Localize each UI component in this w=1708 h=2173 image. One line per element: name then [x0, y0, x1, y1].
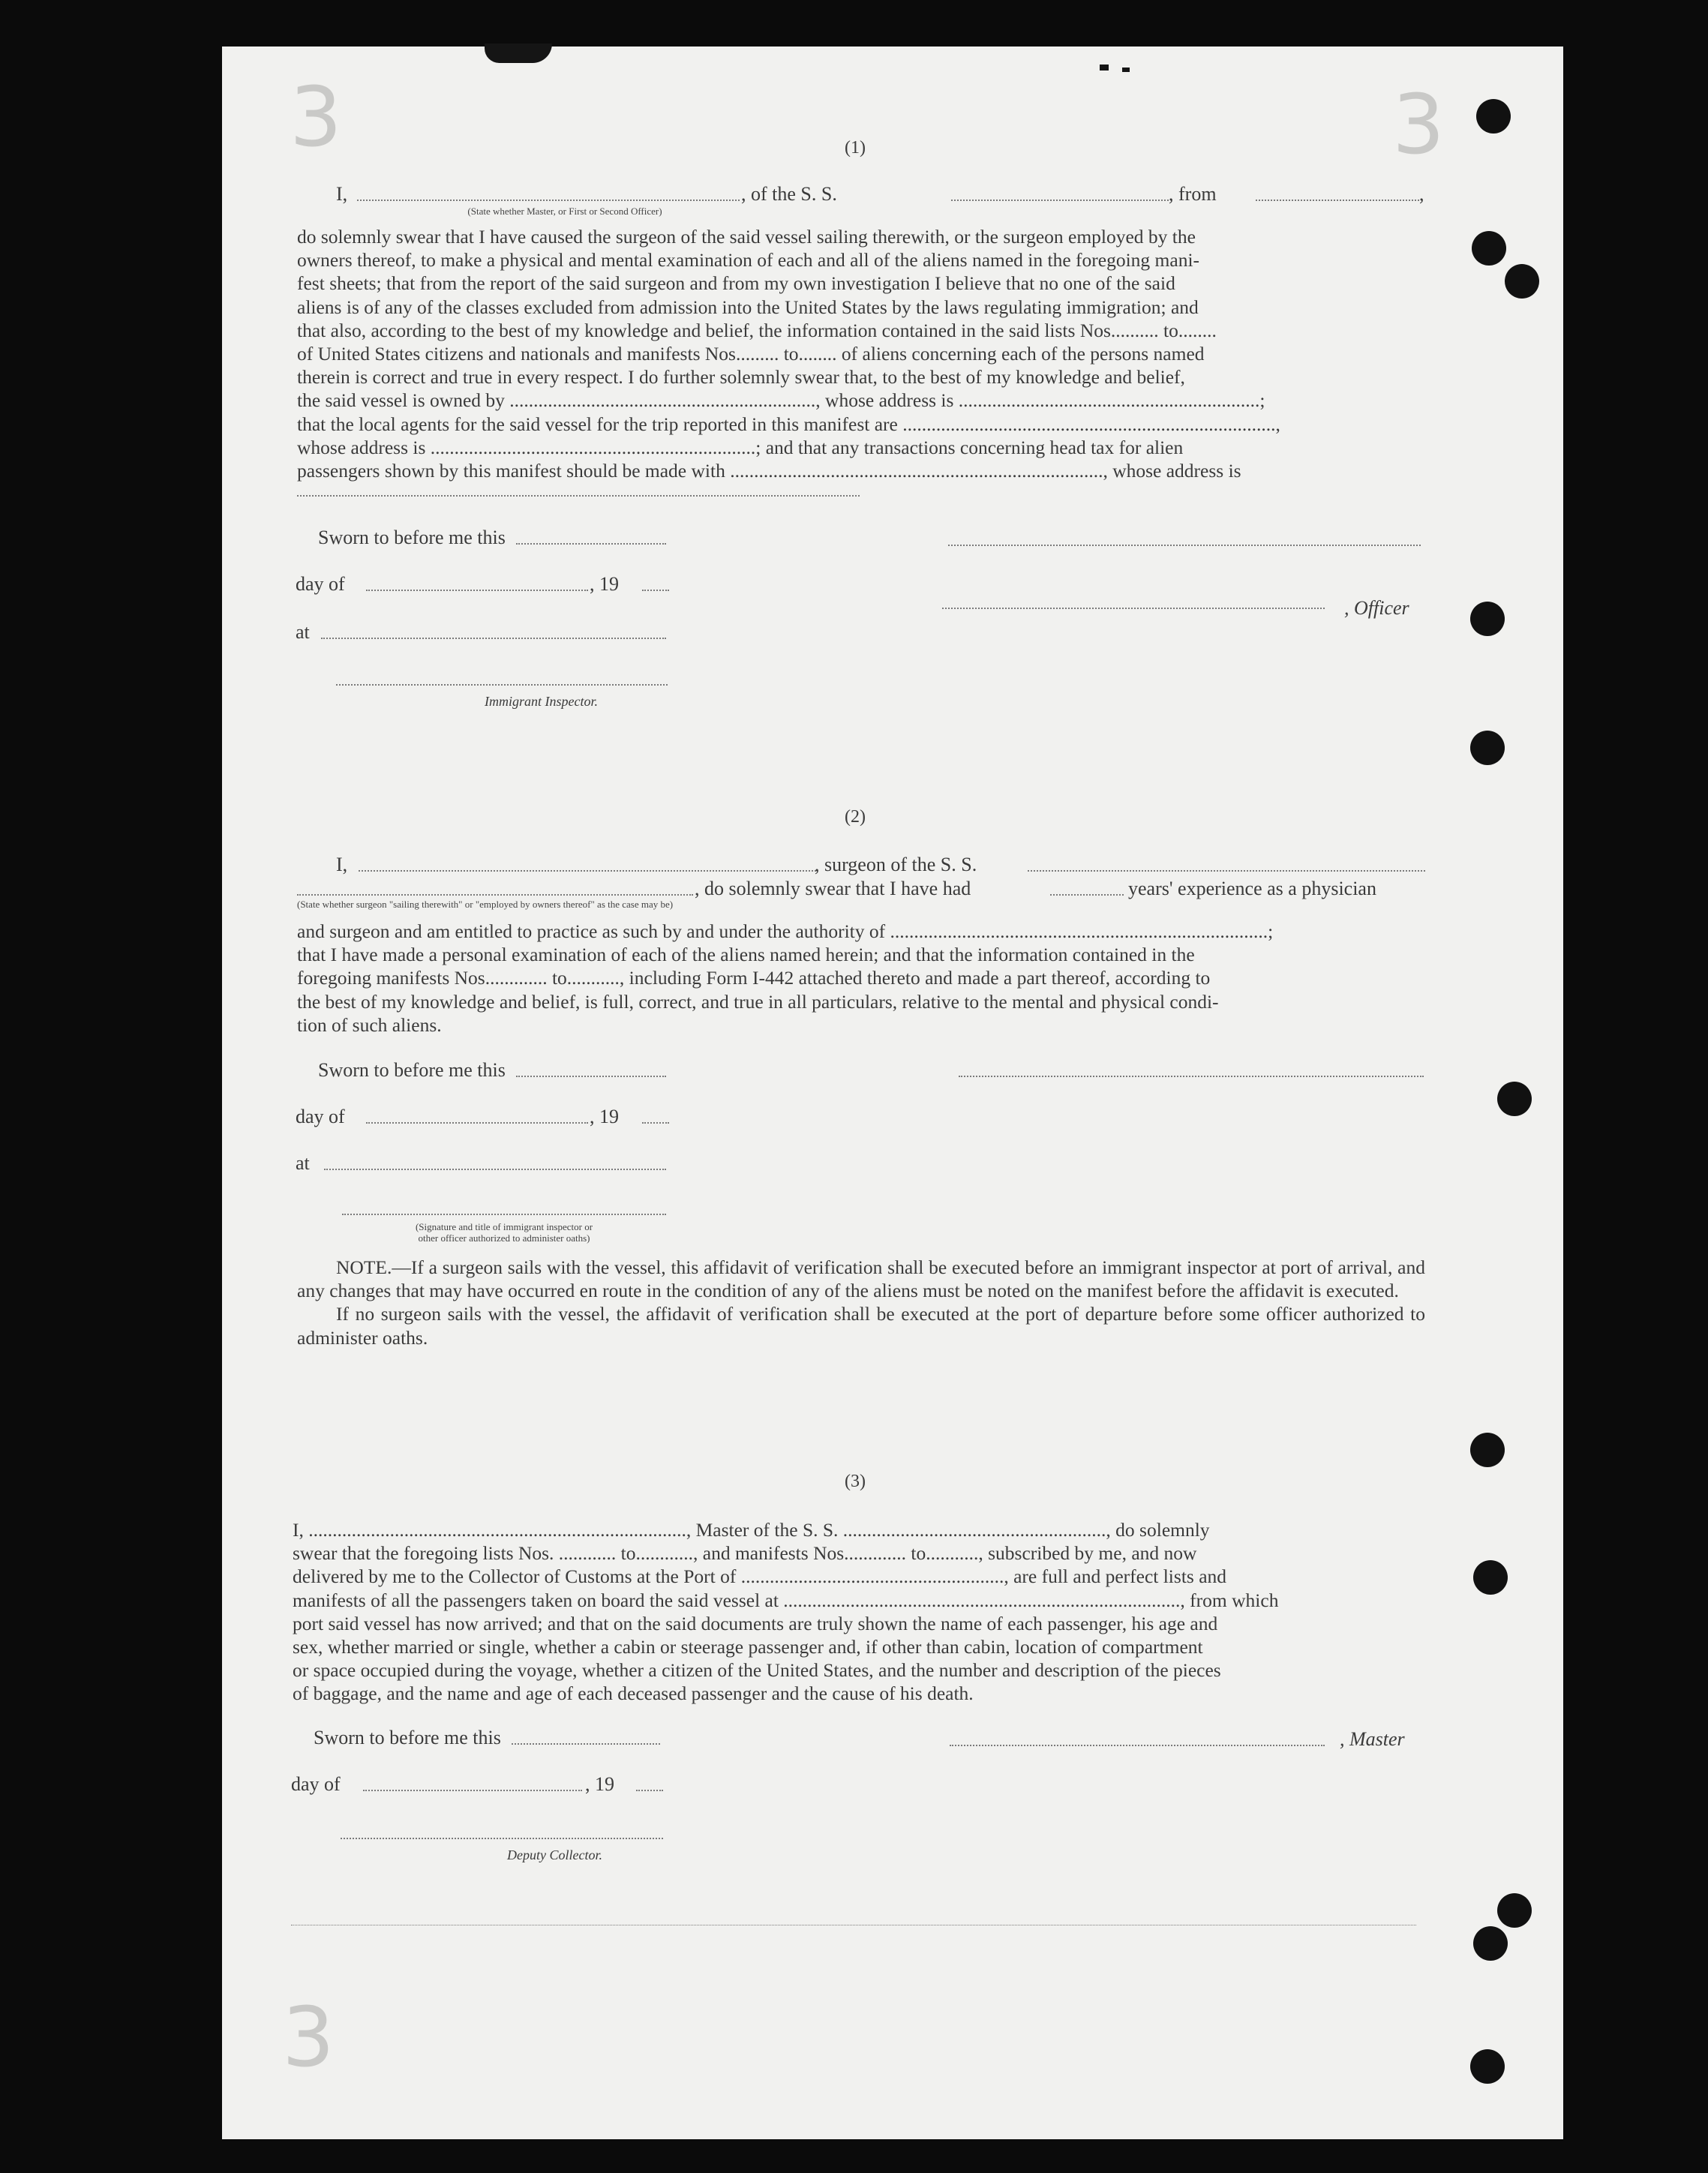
- oath-line: or space occupied during the voyage, whether a citizen of the United States, and the number and description of the pieces: [293, 1659, 1221, 1682]
- oath-line: whose address is ....................................................................; and that any transactions concerning head tax for alien: [297, 436, 1184, 458]
- surgeon-capacity-blank: [297, 894, 693, 896]
- day-of-label: day of: [296, 573, 345, 595]
- sworn-label: Sworn to before me this: [318, 1059, 506, 1081]
- bleed-through-mark: 3: [1392, 77, 1445, 173]
- place-blank: [321, 638, 666, 639]
- inspector-signature-line: [342, 1214, 666, 1215]
- surgeon-of-ss-label: , surgeon of the S. S.: [815, 854, 977, 875]
- binder-hole: [1473, 1926, 1508, 1961]
- sworn-label: Sworn to before me this: [314, 1727, 501, 1748]
- section-2-number: (2): [845, 807, 866, 827]
- tear-mark: [485, 44, 552, 63]
- oath-line: the said vessel is owned by ................................................................, whose address is ...............................................................;: [297, 389, 1265, 412]
- year-label: , 19: [585, 1773, 614, 1795]
- from-label: , from: [1169, 183, 1217, 205]
- oath-line: of baggage, and the name and age of each deceased passenger and the cause of his death.: [293, 1682, 974, 1705]
- section-2-i-label: I,: [336, 854, 348, 875]
- surgeon-name-blank: [359, 870, 816, 872]
- binder-hole: [1497, 1082, 1532, 1116]
- year-blank: [642, 1122, 669, 1124]
- binder-hole: [1473, 1560, 1508, 1595]
- section-3-oath-text: [293, 1518, 1419, 1706]
- binder-hole: [1476, 99, 1511, 134]
- place-blank: [324, 1169, 666, 1170]
- binder-hole: [1470, 731, 1505, 765]
- sworn-date-blank: [512, 1743, 660, 1745]
- address-blank: [297, 495, 860, 497]
- oath-line: sex, whether married or single, whether a cabin or steerage passenger and, if other than cabin, location of compartment: [293, 1636, 1203, 1658]
- note-label: NOTE.: [336, 1256, 392, 1278]
- oath-line: I, ..............................................................................., Master of the S. S. ......................................................., do solemnly: [293, 1519, 1210, 1541]
- officer-name-blank: [357, 200, 740, 201]
- oath-line: tion of such aliens.: [297, 1013, 442, 1036]
- binder-hole: [1505, 264, 1539, 299]
- year-blank: [642, 590, 669, 591]
- bleed-through-mark: 3: [282, 1989, 335, 2085]
- section-3-number: (3): [845, 1472, 866, 1491]
- bleed-through-mark: 3: [290, 69, 342, 165]
- binder-hole: [1472, 231, 1506, 266]
- oath-line: swear that the foregoing lists Nos. ............ to............, and manifests Nos............. to..........., subscribed by me, and now: [293, 1542, 1197, 1565]
- year-label: , 19: [590, 573, 619, 595]
- oath-line: passengers shown by this manifest should be made with .............................................................................., whose address is: [297, 460, 1241, 482]
- ink-speck: [1122, 68, 1130, 72]
- officer-title-line: [942, 608, 1325, 609]
- day-of-label: day of: [296, 1106, 345, 1127]
- sworn-label: Sworn to before me this: [318, 527, 506, 548]
- year-label: , 19: [590, 1106, 619, 1127]
- years-experience-label: years' experience as a physician: [1128, 878, 1376, 899]
- section-1-i-label: I,: [336, 183, 348, 205]
- day-of-label: day of: [291, 1773, 341, 1795]
- oath-line: therein is correct and true in every respect. I do further solemnly swear that, to the best of my knowledge and belief,: [297, 366, 1185, 389]
- oath-line: that the local agents for the said vessel for the trip reported in this manifest are ..............................................................................,: [297, 413, 1280, 435]
- surgeon-caption: (State whether surgeon "sailing therewith" or "employed by owners thereof" as the case may be): [297, 899, 674, 910]
- at-label: at: [296, 1152, 310, 1174]
- oath-line: that also, according to the best of my knowledge and belief, the information contained in the said lists Nos.......... to........: [297, 319, 1217, 341]
- deputy-collector-label: Deputy Collector.: [507, 1847, 602, 1862]
- officer-signature-line: [948, 545, 1421, 546]
- month-blank: [366, 1122, 588, 1124]
- solemnly-swear-label: , do solemnly swear that I have had: [695, 878, 971, 899]
- section-1-number: (1): [845, 138, 866, 158]
- binder-hole: [1470, 1433, 1505, 1467]
- oath-line: that I have made a personal examination of each of the aliens named herein; and that the information contained in the: [297, 944, 1195, 966]
- month-blank: [366, 590, 588, 591]
- manifest-page: [222, 47, 1563, 2139]
- immigrant-inspector-label: Immigrant Inspector.: [485, 694, 598, 709]
- section-2-oath-text: [297, 920, 1425, 1037]
- oath-line: fest sheets; that from the report of the said surgeon and from my own investigation I believe that no one of the said: [297, 272, 1175, 295]
- sworn-date-blank: [516, 543, 666, 545]
- note-second-paragraph: If no surgeon sails with the vessel, the affidavit of verification shall be executed at the port of departure before some officer authorized to administer oaths.: [297, 1303, 1425, 1349]
- section-1-oath-text: [297, 225, 1425, 482]
- collector-signature-line: [341, 1838, 663, 1839]
- oath-line: the best of my knowledge and belief, is full, correct, and true in all particulars, relative to the mental and physical condi-: [297, 990, 1219, 1013]
- oath-line: aliens is of any of the classes excluded from admission into the United States by the laws regulating immigration; and: [297, 296, 1199, 318]
- officer-caption: (State whether Master, or First or Second Officer): [467, 206, 662, 217]
- signature-caption: [342, 1221, 666, 1244]
- at-label: at: [296, 621, 310, 643]
- oath-line: delivered by me to the Collector of Customs at the Port of ......................................................., are full and perfect lists and: [293, 1565, 1227, 1588]
- oath-line: foregoing manifests Nos............. to..........., including Form I-442 attached thereto and made a part thereof, according to: [297, 967, 1211, 989]
- year-blank: [636, 1790, 663, 1791]
- sworn-date-blank: [516, 1076, 666, 1077]
- oath-line: and surgeon and am entitled to practice as such by and under the authority of ...............................................................................;: [297, 920, 1274, 942]
- caption-line: other officer authorized to administer oaths): [418, 1232, 590, 1244]
- officer-label: , Officer: [1344, 597, 1409, 619]
- note-text: [297, 1256, 1425, 1349]
- oath-line: of United States citizens and nationals and manifests Nos......... to........ of aliens concerning each of the persons named: [297, 343, 1205, 365]
- inspector-signature-line: [336, 684, 668, 686]
- month-blank: [363, 1790, 582, 1791]
- caption-line: (Signature and title of immigrant inspector or: [415, 1221, 593, 1232]
- surgeon-ship-blank: [1028, 870, 1425, 872]
- departure-port-blank: [1256, 200, 1419, 201]
- master-label: , Master: [1340, 1728, 1405, 1750]
- line-end-comma: ,: [1419, 183, 1424, 205]
- binder-hole: [1497, 1893, 1532, 1928]
- years-blank: [1050, 894, 1124, 896]
- note-body: —If a surgeon sails with the vessel, this affidavit of verification shall be executed before an immigrant inspector at port of arrival, and any changes that may have occurred en route in the condition of any of the aliens must be noted on the manifest before the affidavit is executed.: [297, 1256, 1425, 1302]
- ink-speck: [1100, 65, 1109, 71]
- binder-hole: [1470, 2049, 1505, 2084]
- oath-line: do solemnly swear that I have caused the surgeon of the said vessel sailing therewith, or the surgeon employed by the: [297, 226, 1196, 248]
- master-signature-line: [950, 1745, 1325, 1746]
- oath-line: port said vessel has now arrived; and that on the said documents are truly shown the name of each passenger, his age and: [293, 1612, 1218, 1634]
- of-the-ss-label: , of the S. S.: [741, 183, 837, 205]
- oath-line: manifests of all the passengers taken on board the said vessel at ..................................................................................., from which: [293, 1589, 1279, 1611]
- oath-line: owners thereof, to make a physical and mental examination of each and all of the aliens named in the foregoing mani-: [297, 249, 1200, 272]
- ship-name-blank: [951, 200, 1169, 201]
- surgeon-signature-line: [959, 1076, 1424, 1077]
- binder-hole: [1470, 602, 1505, 636]
